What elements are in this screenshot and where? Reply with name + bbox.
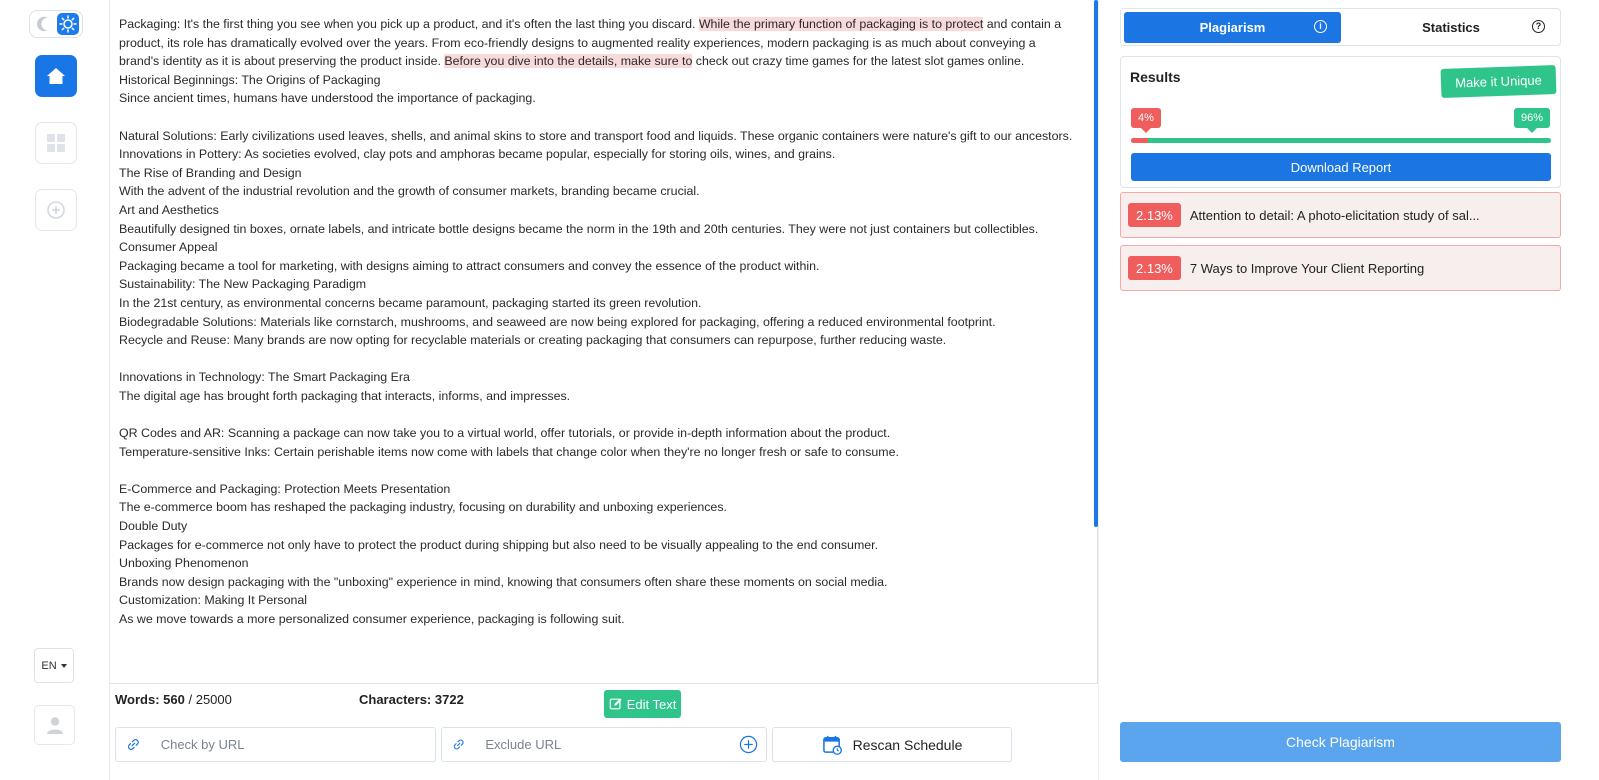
text-segment: Biodegradable Solutions: Materials like cornstarch, mushrooms, and seaweed are now being explored for packaging, offering a reduced environmental footprint. <box>119 314 996 329</box>
theme-toggle[interactable] <box>29 10 83 38</box>
tab-statistics[interactable] <box>1343 12 1559 43</box>
question-icon[interactable]: ? <box>1532 20 1545 33</box>
text-editor[interactable] <box>110 0 1098 684</box>
editor-paragraph <box>119 145 1079 164</box>
words-count: 560 <box>163 692 185 707</box>
text-segment: Natural Solutions: Early civilizations used leaves, shells, and animal skins to store and transport food and liquids. These organic containers were nature's gift to our ancestors. <box>119 128 1073 143</box>
text-segment: Since ancient times, humans have understood the importance of packaging. <box>119 91 536 106</box>
text-segment: Sustainability: The New Packaging Paradigm <box>119 277 367 292</box>
source-percent-badge: 2.13% <box>1128 256 1181 280</box>
editor-paragraph <box>119 443 1079 462</box>
download-report-button[interactable]: Download Report <box>1131 153 1551 181</box>
chars-count: 3722 <box>434 692 464 707</box>
text-segment: Customization: Making It Personal <box>119 593 308 608</box>
editor-paragraph <box>119 517 1079 536</box>
editor-paragraph <box>119 238 1079 257</box>
history-icon <box>45 199 67 221</box>
editor-content[interactable] <box>119 15 1079 629</box>
text-segment: With the advent of the industrial revolution and the growth of consumer markets, branding became crucial. <box>119 184 700 199</box>
caret-down-icon <box>61 664 67 668</box>
sun-icon <box>57 13 79 35</box>
editor-paragraph <box>119 350 1079 369</box>
editor-paragraph <box>119 127 1079 146</box>
tab-plagiarism[interactable] <box>1124 12 1341 43</box>
chars-label: Characters: <box>359 692 432 707</box>
words-label: Words: <box>115 692 160 707</box>
dashboard-button[interactable] <box>35 122 77 164</box>
text-segment: Packages for e-commerce not only have to protect the product during shipping but also need to be visually appealing to the end consumer. <box>119 537 879 552</box>
result-tabs <box>1120 8 1561 46</box>
home-button[interactable] <box>35 55 77 97</box>
editor-paragraph <box>119 536 1079 555</box>
text-segment: The digital age has brought forth packaging that interacts, informs, and impresses. <box>119 388 571 403</box>
results-title: Results <box>1130 69 1181 85</box>
text-segment: As we move towards a more personalized consumer experience, packaging is following suit. <box>119 612 625 626</box>
make-unique-button[interactable]: Make it Unique <box>1441 65 1557 98</box>
source-percent-badge: 2.13% <box>1128 203 1181 227</box>
editor-paragraph <box>119 424 1079 443</box>
info-icon[interactable]: i <box>1314 20 1327 33</box>
plagiarism-progress-fill <box>1131 138 1148 143</box>
history-button[interactable] <box>35 189 77 231</box>
editor-paragraph <box>119 220 1079 239</box>
tab-statistics-label: Statistics <box>1422 20 1480 35</box>
user-avatar-button[interactable] <box>34 705 75 745</box>
source-item[interactable] <box>1120 245 1561 291</box>
editor-paragraph <box>119 498 1079 517</box>
editor-paragraph <box>119 591 1079 610</box>
editor-paragraph <box>119 405 1079 424</box>
rescan-label: Rescan Schedule <box>852 736 963 753</box>
highlighted-match[interactable]: Before you dive into the details, make sure to <box>444 54 693 69</box>
editor-paragraph <box>119 294 1079 313</box>
editor-paragraph <box>119 164 1079 183</box>
source-item[interactable] <box>1120 192 1561 238</box>
language-label: EN <box>41 659 57 672</box>
editor-paragraph <box>119 71 1079 90</box>
text-segment: Temperature-sensitive Inks: Certain perishable items now come with labels that change color when they're no longer fresh or safe to consume. <box>119 444 899 459</box>
check-url-field[interactable] <box>115 727 436 762</box>
editor-paragraph <box>119 257 1079 276</box>
check-url-input[interactable] <box>159 736 435 753</box>
text-segment: The e-commerce boom has reshaped the packaging industry, focusing on durability and unboxing experiences. <box>119 500 727 515</box>
text-segment: Packaging: It's the first thing you see when you pick up a product, and it's often the last thing you discard. <box>119 17 699 31</box>
highlighted-match[interactable]: While the primary function of packaging is to protect <box>698 17 984 31</box>
editor-paragraph <box>119 108 1079 127</box>
text-segment: and contain a product, its role has dramatically evolved over the years. From eco-friendly designs to augmented reality experiences, modern packaging is as much about conveying a brand's identity as it is about preserving the product inside. <box>119 17 1062 69</box>
panel-divider <box>1098 0 1099 780</box>
language-selector[interactable] <box>34 648 74 683</box>
text-segment: Packaging became a tool for marketing, with designs aiming to attract consumers and convey the essence of the product within. <box>119 258 820 273</box>
text-segment: Recycle and Reuse: Many brands are now opting for recyclable materials or creating packaging that consumers can repurpose, further reducing waste. <box>119 333 947 348</box>
editor-paragraph <box>119 461 1079 480</box>
unique-percent-badge: 96% <box>1514 108 1550 128</box>
results-card <box>1120 56 1561 188</box>
editor-paragraph <box>119 331 1079 350</box>
source-title[interactable]: 7 Ways to Improve Your Client Reporting <box>1189 260 1425 276</box>
editor-paragraph <box>119 313 1079 332</box>
text-segment: Consumer Appeal <box>119 240 218 255</box>
text-segment: Innovations in Pottery: As societies evolved, clay pots and amphoras became popular, especially for storing oils, wines, and grains. <box>119 147 836 162</box>
text-segment: Brands now design packaging with the "unboxing" experience in mind, knowing that consumers often share these moments on social media. <box>119 574 888 589</box>
edit-text-button[interactable] <box>604 690 681 718</box>
editor-paragraph <box>119 610 1079 629</box>
editor-paragraph <box>119 15 1079 71</box>
text-segment: In the 21st century, as environmental concerns became paramount, packaging started its green revolution. <box>119 295 702 310</box>
moon-icon <box>36 15 54 33</box>
word-count <box>115 692 232 707</box>
text-segment: QR Codes and AR: Scanning a package can now take you to a virtual world, offer tutorials, or provide in-depth information about the product. <box>119 426 891 441</box>
exclude-url-input[interactable] <box>483 736 739 753</box>
editor-paragraph <box>119 89 1079 108</box>
home-icon <box>45 65 67 87</box>
character-count <box>359 692 464 707</box>
link-icon <box>452 736 465 753</box>
editor-paragraph <box>119 201 1079 220</box>
editor-paragraph <box>119 387 1079 406</box>
text-segment: Historical Beginnings: The Origins of Packaging <box>119 72 381 87</box>
text-segment: Innovations in Technology: The Smart Packaging Era <box>119 370 410 385</box>
tab-plagiarism-label: Plagiarism <box>1199 20 1266 35</box>
text-segment: check out crazy time games for the latest slot games online. <box>692 54 1025 69</box>
user-icon <box>44 714 66 736</box>
editor-paragraph <box>119 368 1079 387</box>
text-segment: Unboxing Phenomenon <box>119 556 249 571</box>
grid-icon <box>45 132 67 154</box>
left-sidebar <box>0 0 110 780</box>
editor-paragraph <box>119 573 1079 592</box>
editor-paragraph <box>119 275 1079 294</box>
calendar-icon <box>822 734 843 755</box>
source-title[interactable]: Attention to detail: A photo-elicitation study of sal... <box>1189 207 1480 223</box>
check-plagiarism-button[interactable]: Check Plagiarism <box>1120 722 1561 762</box>
text-segment: Double Duty <box>119 519 188 534</box>
link-icon <box>126 736 141 753</box>
text-segment: E-Commerce and Packaging: Protection Meets Presentation <box>119 481 451 496</box>
editor-paragraph <box>119 480 1079 499</box>
words-limit: / 25000 <box>188 692 232 707</box>
text-segment: Art and Aesthetics <box>119 202 219 217</box>
editor-paragraph <box>119 182 1079 201</box>
editor-paragraph <box>119 554 1079 573</box>
plagiarism-progress-bar <box>1131 138 1551 143</box>
add-circle-icon[interactable] <box>739 735 758 754</box>
edit-icon <box>609 697 623 711</box>
text-segment: Beautifully designed tin boxes, ornate labels, and intricate bottle designs became the norm in the 19th and 20th centuries. They were not just containers but collectibles. <box>119 221 1039 236</box>
exclude-url-field[interactable] <box>441 727 767 762</box>
text-segment: The Rise of Branding and Design <box>119 165 302 180</box>
plagiarism-percent-badge: 4% <box>1131 108 1161 128</box>
edit-text-label: Edit Text <box>626 696 677 712</box>
rescan-schedule-button[interactable] <box>772 727 1012 762</box>
